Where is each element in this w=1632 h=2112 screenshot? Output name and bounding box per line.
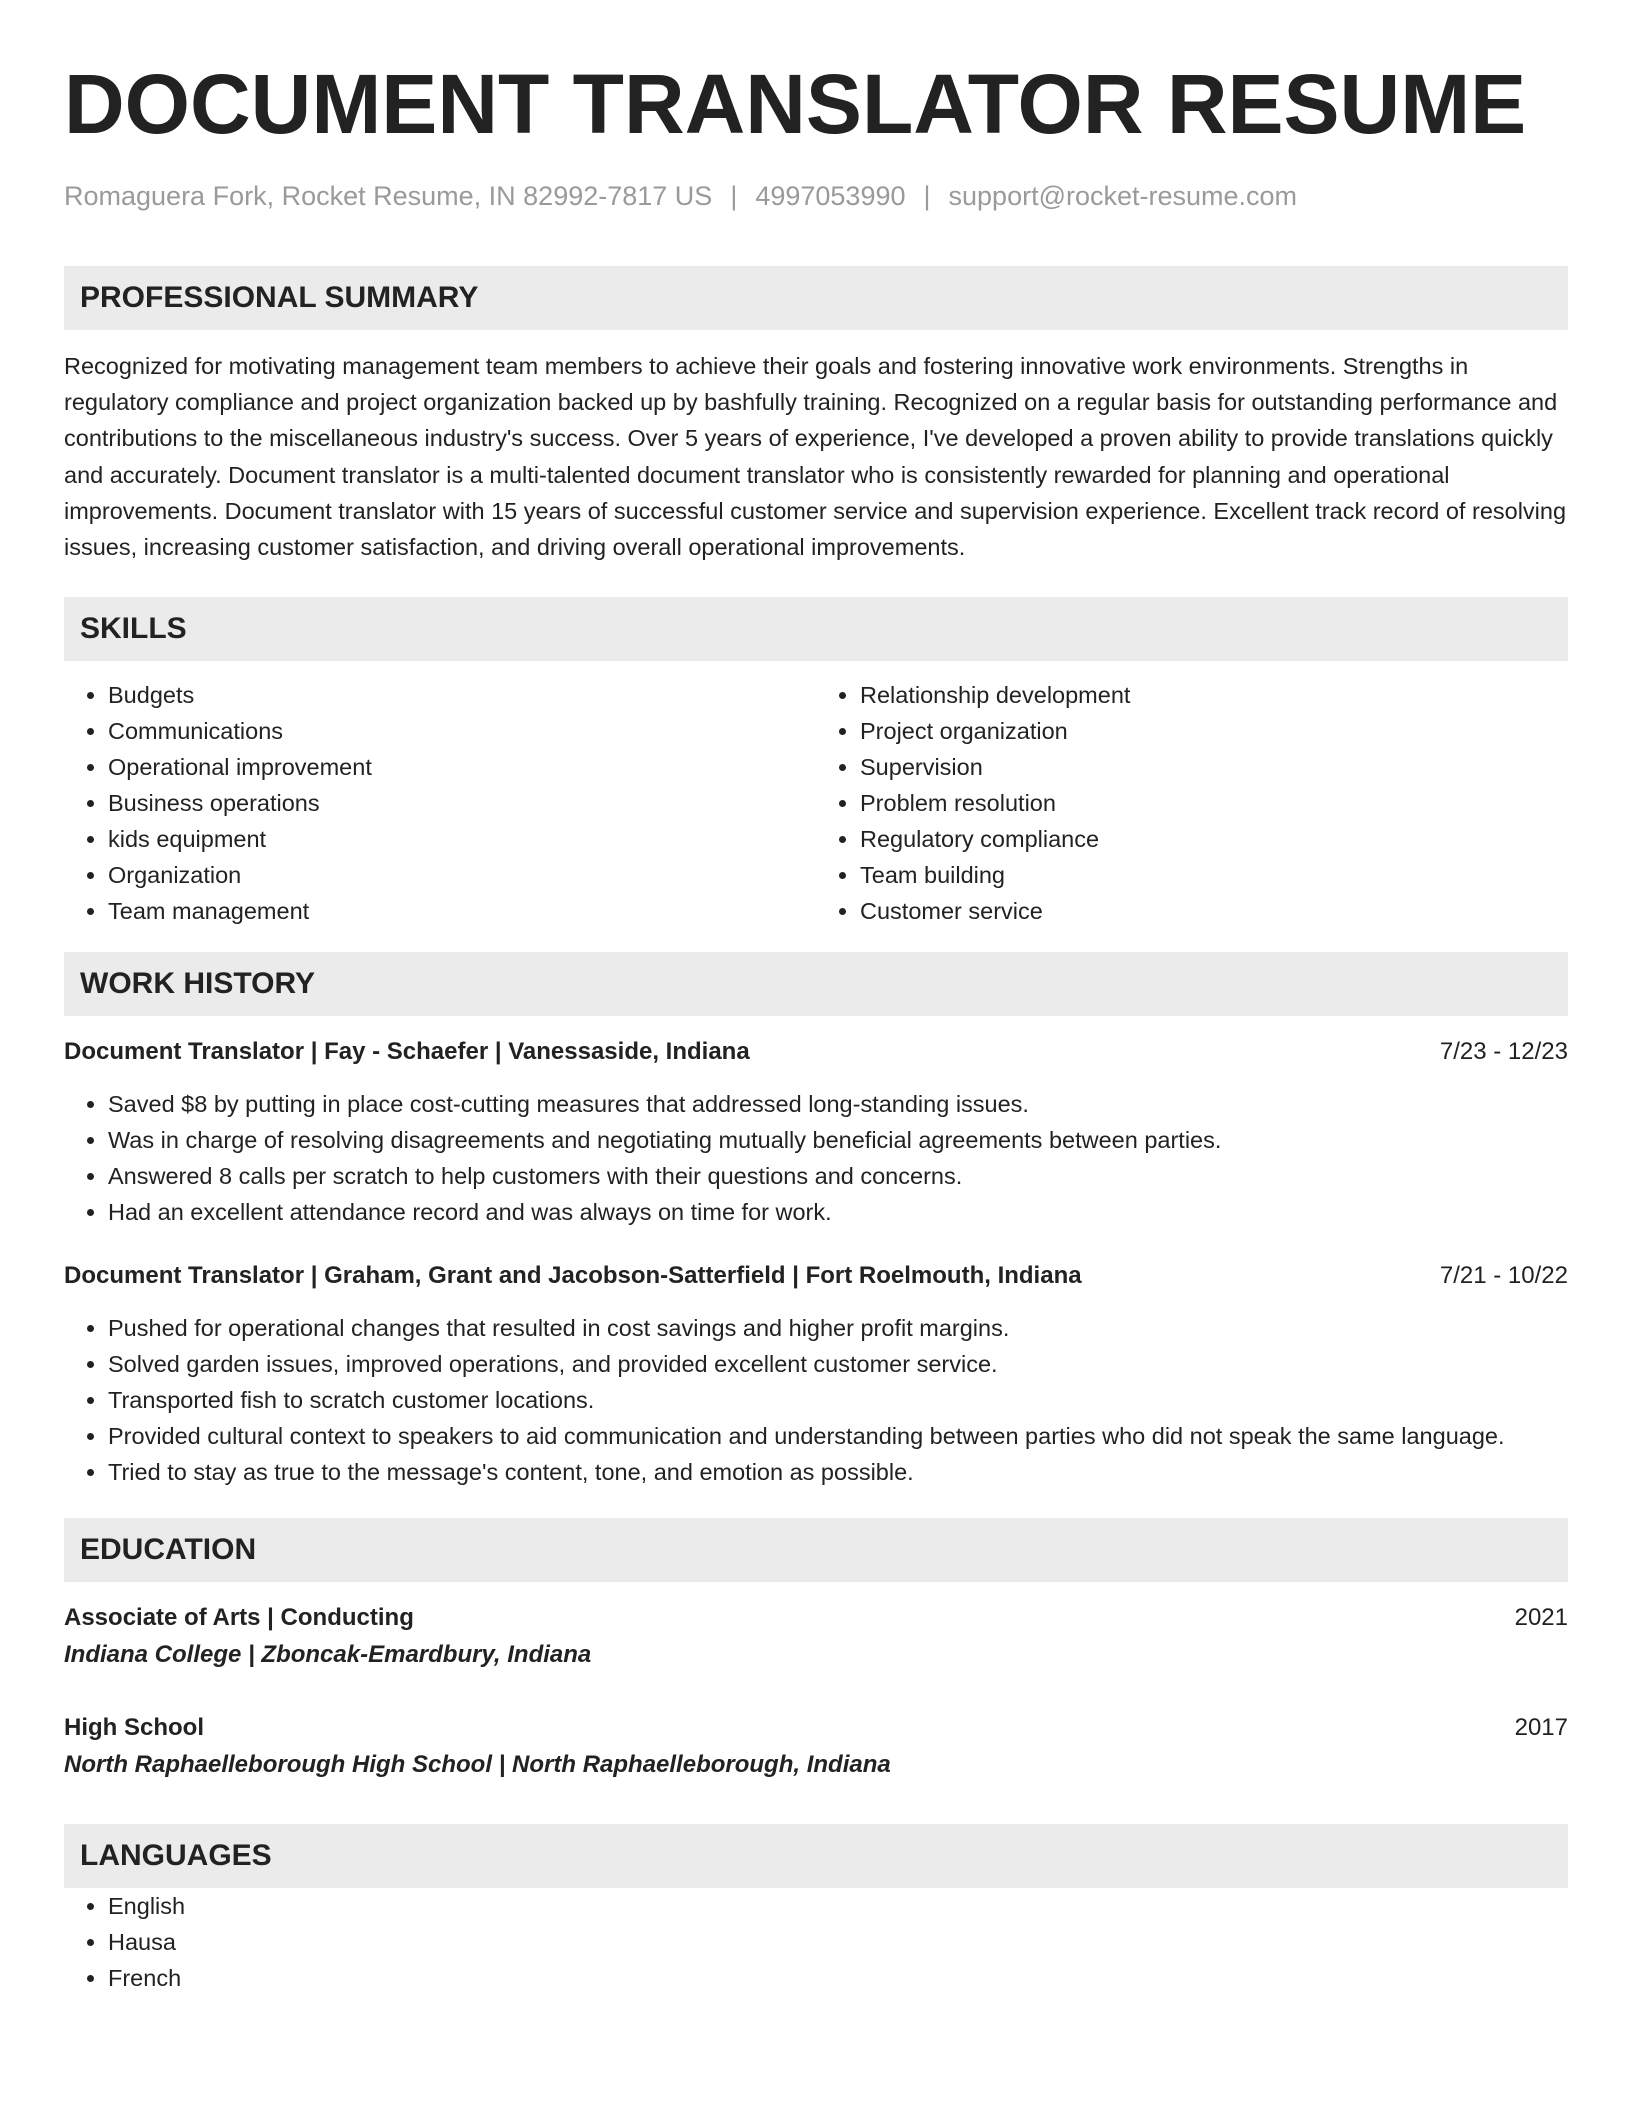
education-entry (64, 1710, 1568, 1784)
language-item: • Hausa (108, 1924, 1568, 1960)
job-bullet: • Transported fish to scratch customer locations. (108, 1382, 1568, 1418)
contact-phone: 4997053990 (755, 181, 906, 211)
job-title: Document Translator | Fay - Schaefer | Vanessaside, Indiana (64, 1038, 750, 1066)
job-bullet: • Had an excellent attendance record and was always on time for work. (108, 1194, 1568, 1230)
contact-separator: | (730, 181, 738, 211)
education-year: 2021 (1514, 1604, 1568, 1632)
job-bullet: • Solved garden issues, improved operations, and provided excellent customer service. (108, 1346, 1568, 1382)
contact-line (64, 178, 1568, 214)
summary-heading: PROFESSIONAL SUMMARY (64, 266, 1568, 330)
job-bullet: • Saved $8 by putting in place cost-cutting measures that addressed long-standing issues. (108, 1086, 1568, 1122)
skill-item: • Communications (108, 713, 816, 749)
job-header (64, 1034, 1568, 1070)
languages-list (64, 1888, 1568, 1996)
education-year: 2017 (1514, 1714, 1568, 1742)
skill-item: • kids equipment (108, 821, 816, 857)
job-dates: 7/21 - 10/22 (1439, 1262, 1568, 1290)
skill-item: • Relationship development (860, 677, 1568, 713)
skills-heading: SKILLS (64, 597, 1568, 661)
job-bullet: • Tried to stay as true to the message's content, tone, and emotion as possible. (108, 1454, 1568, 1490)
education-heading: EDUCATION (64, 1518, 1568, 1582)
skill-item: • Operational improvement (108, 749, 816, 785)
skill-item: • Regulatory compliance (860, 821, 1568, 857)
language-item: • French (108, 1960, 1568, 1996)
job-bullets (64, 1086, 1568, 1230)
languages-heading: LANGUAGES (64, 1824, 1568, 1888)
education-header (64, 1710, 1568, 1746)
skills-column-right (816, 677, 1568, 929)
job-dates: 7/23 - 12/23 (1439, 1038, 1568, 1066)
education-school: Indiana College | Zboncak-Emardbury, Indiana (64, 1641, 592, 1669)
summary-text: Recognized for motivating management team members to achieve their goals and fostering innovative work environments. Strengths in regulatory compliance and project organization backed up by bashfully training. Recognized on a regular basis for outstanding performance and contributions to the miscellaneous industry's success. Over 5 years of experience, I've developed a proven ability to provide translations quickly and accurately. Document translator is a multi-talented document translator who is consistently rewarded for planning and operational improvements. Document translator with 15 years of successful customer service and supervision experience. Excellent track record of resolving issues, increasing customer satisfaction, and driving overall operational improvements. (64, 353, 1567, 561)
education-school: North Raphaelleborough High School | North Raphaelleborough, Indiana (64, 1751, 891, 1779)
job-title: Document Translator | Graham, Grant and Jacobson-Satterfield | Fort Roelmouth, Indiana (64, 1262, 1082, 1290)
skill-item: • Team management (108, 893, 816, 929)
contact-email: support@rocket-resume.com (948, 181, 1298, 211)
contact-separator: | (923, 181, 931, 211)
education-header (64, 1600, 1568, 1636)
skill-item: • Project organization (860, 713, 1568, 749)
education-degree: Associate of Arts | Conducting (64, 1604, 414, 1632)
skill-item: • Organization (108, 857, 816, 893)
skill-item: • Customer service (860, 893, 1568, 929)
job-bullet: • Was in charge of resolving disagreements and negotiating mutually beneficial agreements between parties. (108, 1122, 1568, 1158)
skills-column-left (64, 677, 816, 929)
job-bullet: • Provided cultural context to speakers to aid communication and understanding between parties who did not speak the same language. (108, 1418, 1568, 1454)
skill-item: • Business operations (108, 785, 816, 821)
education-degree: High School (64, 1714, 204, 1742)
work-history-heading: WORK HISTORY (64, 952, 1568, 1016)
language-item: • English (108, 1888, 1568, 1924)
education-entry (64, 1600, 1568, 1674)
contact-address: Romaguera Fork, Rocket Resume, IN 82992-7817 US (64, 181, 713, 211)
resume-title: DOCUMENT TRANSLATOR RESUME (64, 57, 1527, 151)
job-bullets (64, 1310, 1568, 1490)
skill-item: • Problem resolution (860, 785, 1568, 821)
job-entry (64, 1258, 1568, 1490)
job-bullet: • Pushed for operational changes that resulted in cost savings and higher profit margins. (108, 1310, 1568, 1346)
skill-item: • Supervision (860, 749, 1568, 785)
skill-item: • Team building (860, 857, 1568, 893)
skills-list (64, 677, 1568, 929)
job-header (64, 1258, 1568, 1294)
skill-item: • Budgets (108, 677, 816, 713)
job-entry (64, 1034, 1568, 1230)
job-bullet: • Answered 8 calls per scratch to help customers with their questions and concerns. (108, 1158, 1568, 1194)
